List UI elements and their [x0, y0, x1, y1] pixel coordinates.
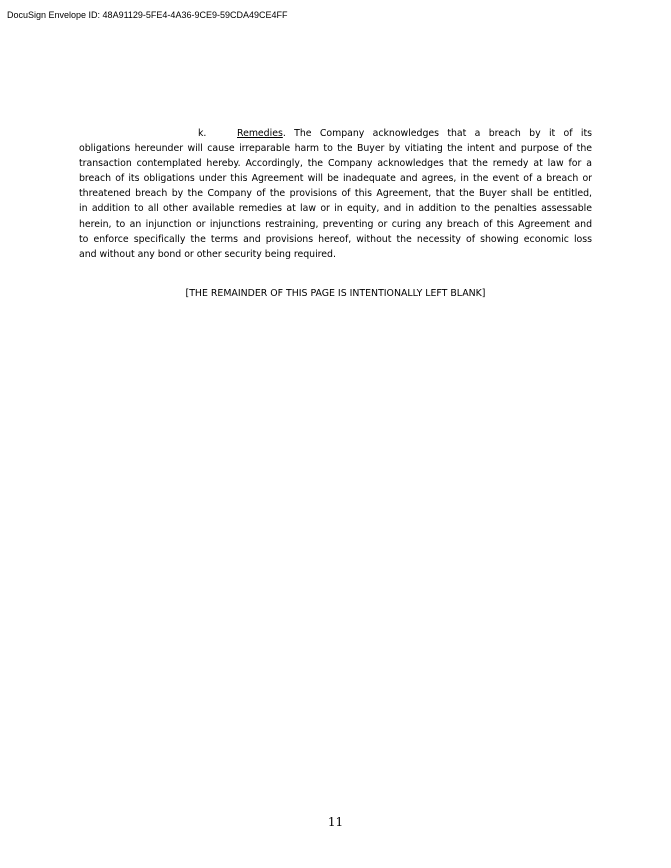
paragraph-line: to enforce specifically the terms and provisions hereof, without the necessity of showing economic loss — [79, 233, 592, 245]
paragraph-line: and without any bond or other security being required. — [79, 248, 336, 260]
remedies-paragraph — [79, 126, 592, 262]
docusign-envelope-id: DocuSign Envelope ID: 48A91129-5FE4-4A36-9CE9-59CDA49CE4FF — [7, 10, 288, 20]
paragraph-line: in addition to all other available remedies at law or in equity, and in addition to the penalties assessable — [79, 203, 592, 215]
blank-page-notice: [THE REMAINDER OF THIS PAGE IS INTENTIONALLY LEFT BLANK] — [185, 288, 486, 299]
paragraph-line: threatened breach by the Company of the provisions of this Agreement, that the Buyer shall be entitled, — [79, 188, 592, 200]
paragraph-first-line — [79, 126, 592, 141]
section-heading: Remedies — [237, 128, 283, 139]
paragraph-indent — [79, 126, 198, 141]
section-marker: k. — [198, 128, 207, 139]
paragraph-line: breach of its obligations under this Agreement will be inadequate and agrees, in the event of a breach or — [79, 173, 592, 185]
first-line-text — [237, 126, 592, 141]
remedies-section — [79, 126, 592, 262]
first-line-continuation: . The Company acknowledges that a breach by it of its — [282, 128, 592, 139]
paragraph-line: transaction contemplated hereby. Accordingly, the Company acknowledges that the remedy at law for a — [79, 158, 592, 170]
paragraph-line: obligations hereunder will cause irreparable harm to the Buyer by vitiating the intent and purpose of the — [79, 143, 592, 155]
page-number: 11 — [327, 815, 344, 829]
paragraph-line: herein, to an injunction or injunctions restraining, preventing or curing any breach of this Agreement and — [79, 218, 592, 230]
